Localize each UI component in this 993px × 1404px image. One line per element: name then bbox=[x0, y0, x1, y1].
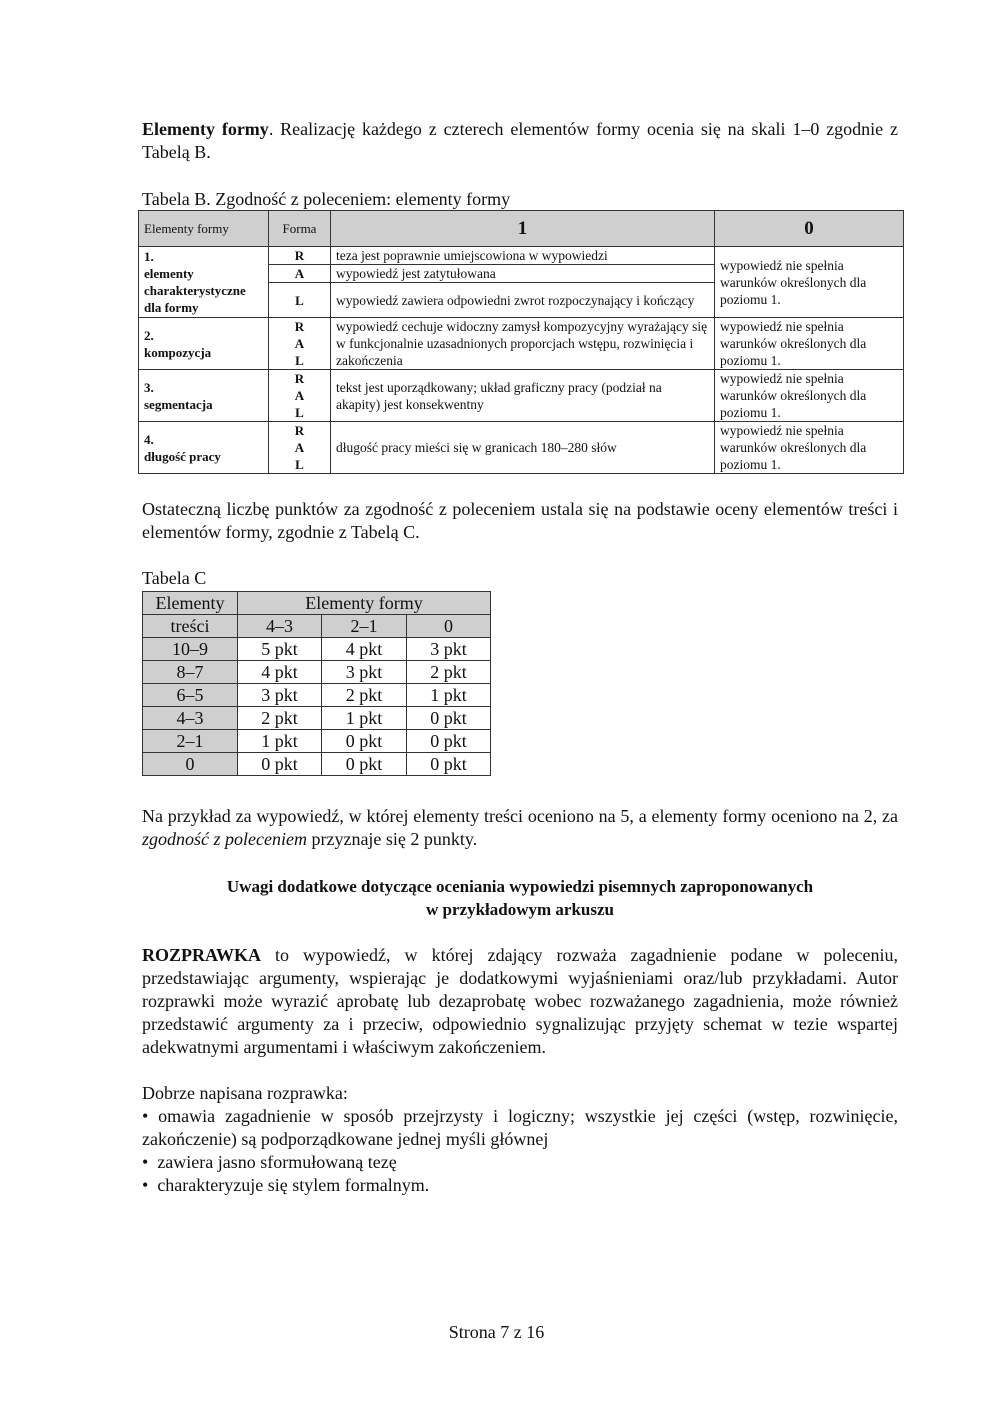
forma-letter: R bbox=[269, 247, 331, 265]
score-cell: 3 pkt bbox=[238, 684, 322, 707]
bullet-icon: • bbox=[142, 1175, 149, 1195]
intro-paragraph bbox=[142, 118, 898, 164]
score-cell: 0 pkt bbox=[322, 753, 407, 776]
zero-text: wypowiedź nie spełnia warunków określonych dla poziomu 1. bbox=[715, 247, 904, 318]
header-zero: 0 bbox=[715, 211, 904, 247]
score-cell: 5 pkt bbox=[238, 638, 322, 661]
element-name: 4. długość pracy bbox=[139, 422, 269, 474]
example-italic: zgodność z poleceniem bbox=[142, 829, 307, 849]
header-forma: Forma bbox=[269, 211, 331, 247]
criterion-text: wypowiedź jest zatytułowana bbox=[331, 265, 715, 283]
score-cell: 0 pkt bbox=[407, 753, 491, 776]
score-cell: 4 pkt bbox=[322, 638, 407, 661]
intro-bold: Elementy formy bbox=[142, 119, 269, 139]
table-b-header bbox=[139, 211, 904, 247]
forma-letters: R A L bbox=[269, 318, 331, 370]
zero-text: wypowiedź nie spełnia warunków określonych dla poziomu 1. bbox=[715, 318, 904, 370]
score-cell: 2 pkt bbox=[322, 684, 407, 707]
criterion-text: wypowiedź cechuje widoczny zamysł kompozycyjny wyrażający się w funkcjonalnie uzasadnionych proporcjach wstępu, rozwinięcia i zakończenia bbox=[331, 318, 715, 370]
table-b-row bbox=[139, 422, 904, 474]
bullet-icon: • bbox=[142, 1152, 149, 1172]
rozprawka-paragraph: ROZPRAWKA to wypowiedź, w której zdający rozważa zagadnienie podane w poleceniu, przedstawiając argumenty, wspierając je dodatkowymi wyjaśnieniami oraz/lub przykładami. Autor rozprawki może wyrazić aprobatę lub dezaprobatę wobec rozważanego zagadnienia, może również przedstawić argumenty za i przeciw, odpowiednio sygnalizując przyjęty schemat w tezie wspartej adekwatnymi argumentami i właściwym zakończeniem. bbox=[142, 945, 898, 1057]
score-cell: 2 pkt bbox=[407, 661, 491, 684]
col-header: 2–1 bbox=[322, 615, 407, 638]
row-label: 0 bbox=[143, 753, 238, 776]
row-label: 10–9 bbox=[143, 638, 238, 661]
score-cell: 4 pkt bbox=[238, 661, 322, 684]
header-one: 1 bbox=[331, 211, 715, 247]
score-cell: 0 pkt bbox=[407, 730, 491, 753]
corner-bottom: treści bbox=[143, 615, 238, 638]
summary-paragraph: Ostateczną liczbę punktów za zgodność z poleceniem ustala się na podstawie oceny elementów treści i elementów formy, zgodnie z Tabelą C. bbox=[142, 499, 898, 542]
score-cell: 0 pkt bbox=[322, 730, 407, 753]
score-cell: 0 pkt bbox=[407, 707, 491, 730]
table-b-row bbox=[139, 370, 904, 422]
score-cell: 3 pkt bbox=[322, 661, 407, 684]
score-cell: 2 pkt bbox=[238, 707, 322, 730]
forma-letter: L bbox=[269, 283, 331, 318]
row-label: 4–3 bbox=[143, 707, 238, 730]
row-label: 8–7 bbox=[143, 661, 238, 684]
table-b-row bbox=[139, 247, 904, 265]
element-name: 3. segmentacja bbox=[139, 370, 269, 422]
table-row bbox=[143, 753, 491, 776]
good-essay-section bbox=[142, 1082, 898, 1197]
forma-letters: R A L bbox=[269, 370, 331, 422]
table-b-caption: Tabela B. Zgodność z poleceniem: elementy formy bbox=[142, 189, 511, 209]
table-row bbox=[143, 661, 491, 684]
element-name: 2. kompozycja bbox=[139, 318, 269, 370]
forma-letters: R A L bbox=[269, 422, 331, 474]
table-row bbox=[143, 638, 491, 661]
bullet-icon: • bbox=[142, 1106, 149, 1126]
row-label: 2–1 bbox=[143, 730, 238, 753]
score-cell: 0 pkt bbox=[238, 753, 322, 776]
section-heading bbox=[142, 875, 898, 921]
score-cell: 1 pkt bbox=[238, 730, 322, 753]
col-header: 4–3 bbox=[238, 615, 322, 638]
page-footer: Strona 7 z 16 bbox=[448, 1322, 545, 1342]
heading-line-2: w przykładowym arkuszu bbox=[426, 900, 614, 919]
table-b-row bbox=[139, 318, 904, 370]
table-c-caption: Tabela C bbox=[142, 568, 207, 588]
header-elements: Elementy formy bbox=[139, 211, 269, 247]
heading-line-1: Uwagi dodatkowe dotyczące oceniania wypowiedzi pisemnych zaproponowanych bbox=[226, 877, 814, 896]
intro-text: . Realizację każdego z czterech elementów formy ocenia się na skali 1–0 zgodnie z Tabelą B. bbox=[142, 119, 898, 162]
criterion-text: tekst jest uporządkowany; układ graficzny pracy (podział na akapity) jest konsekwentny bbox=[331, 370, 715, 422]
table-row bbox=[143, 707, 491, 730]
bullet-item: • omawia zagadnienie w sposób przejrzysty i logiczny; wszystkie jej części (wstęp, rozwinięcie, zakończenie) są podporządkowane jednej myśli głównej bbox=[142, 1106, 898, 1149]
table-row bbox=[143, 730, 491, 753]
score-cell: 1 pkt bbox=[322, 707, 407, 730]
bullet-item: • zawiera jasno sformułowaną tezę bbox=[142, 1152, 397, 1172]
score-cell: 3 pkt bbox=[407, 638, 491, 661]
zero-text: wypowiedź nie spełnia warunków określonych dla poziomu 1. bbox=[715, 422, 904, 474]
corner-top: Elementy bbox=[143, 592, 238, 615]
row-label: 6–5 bbox=[143, 684, 238, 707]
table-c bbox=[142, 591, 491, 776]
criterion-text: długość pracy mieści się w granicach 180–280 słów bbox=[331, 422, 715, 474]
criterion-text: teza jest poprawnie umiejscowiona w wypowiedzi bbox=[331, 247, 715, 265]
col-header: 0 bbox=[407, 615, 491, 638]
forma-letter: A bbox=[269, 265, 331, 283]
score-cell: 1 pkt bbox=[407, 684, 491, 707]
example-paragraph: Na przykład za wypowiedź, w której elementy treści oceniono na 5, a elementy formy oceniono na 2, za zgodność z poleceniem przyznaje się 2 punkty. bbox=[142, 806, 898, 849]
element-name: 1. elementy charakterystyczne dla formy bbox=[139, 247, 269, 318]
rozprawka-bold: ROZPRAWKA bbox=[142, 945, 262, 965]
zero-text: wypowiedź nie spełnia warunków określonych dla poziomu 1. bbox=[715, 370, 904, 422]
table-b bbox=[138, 210, 904, 474]
criterion-text: wypowiedź zawiera odpowiedni zwrot rozpoczynający i kończący bbox=[331, 283, 715, 318]
good-essay-title: Dobrze napisana rozprawka: bbox=[142, 1083, 348, 1103]
table-row bbox=[143, 684, 491, 707]
bullet-item: • charakteryzuje się stylem formalnym. bbox=[142, 1175, 430, 1195]
group-header: Elementy formy bbox=[238, 592, 491, 615]
